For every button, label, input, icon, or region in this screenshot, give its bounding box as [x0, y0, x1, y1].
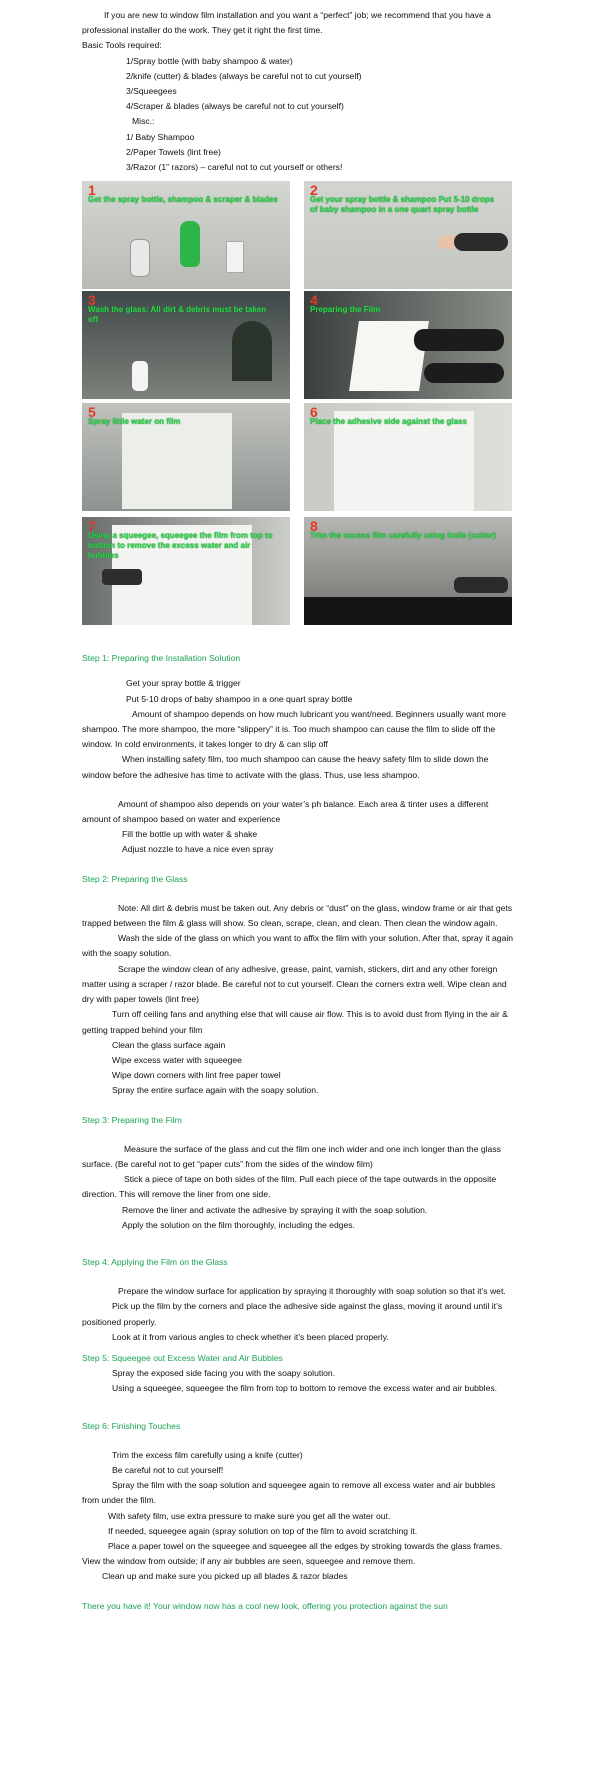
photo-caption: Get the spray bottle, shampoo & scraper & blades	[88, 195, 278, 205]
step-1-line: Put 5-10 drops of baby shampoo in a one quart spray bottle	[126, 693, 353, 704]
step-2-paragraph: Note: All dirt & debris must be taken out. Any debris or “dust” on the glass, window frame or air that gets trapped between the film & glass will show. So clean, scrape, clean, and clean. Then clean the window again.	[82, 902, 513, 929]
misc-item: 2/Paper Towels (lint free)	[126, 146, 221, 157]
photo-grid	[82, 181, 514, 629]
step-6-line: With safety film, use extra pressure to make sure you get all the water out.	[108, 1510, 391, 1521]
step-5-section	[82, 1351, 514, 1397]
photo-caption: Preparing the Film	[310, 305, 381, 315]
photo-caption: Place the adhesive side against the glass	[310, 417, 467, 427]
photo-2	[304, 181, 512, 289]
closing-line: There you have it! Your window now has a cool new look, offering you protection against the sun	[82, 1600, 448, 1611]
misc-item: 3/Razor (1” razors) – careful not to cut yourself or others!	[126, 162, 343, 173]
step-1-heading: Step 1: Preparing the Installation Solution	[82, 653, 241, 664]
step-2-section	[82, 872, 514, 1099]
tool-item: 2/knife (cutter) & blades (always be careful not to cut yourself)	[126, 70, 362, 81]
tool-item: 4/Scraper & blades (always be careful not to cut yourself)	[126, 101, 344, 112]
step-3-line: Remove the liner and activate the adhesive by spraying it with the soap solution.	[122, 1204, 428, 1215]
photo-1	[82, 181, 290, 289]
step-3-heading: Step 3: Preparing the Film	[82, 1114, 182, 1125]
photo-number: 4	[310, 292, 318, 309]
tools-heading: Basic Tools required:	[82, 40, 162, 51]
photo-7	[82, 517, 290, 625]
misc-item: 1/ Baby Shampoo	[126, 131, 195, 142]
step-2-line: Clean the glass surface again	[112, 1039, 226, 1050]
tree-illustration	[232, 321, 272, 381]
photo-number: 5	[88, 404, 96, 421]
document	[82, 0, 514, 1614]
photo-caption: Using a squeegee, squeegee the film from top to bottom to remove the excess water and air bubbles	[88, 531, 273, 561]
photo-caption: Spray little water on film	[88, 417, 181, 427]
step-2-line: Spray the entire surface again with the soapy solution.	[112, 1085, 319, 1096]
step-4-section	[82, 1255, 514, 1345]
knife-hand-illustration	[454, 577, 508, 593]
step-1-line: Adjust nozzle to have a nice even spray	[122, 844, 274, 855]
window-frame-illustration	[304, 597, 512, 625]
step-4-line: Look at it from various angles to check whether it’s been placed properly.	[112, 1331, 389, 1342]
step-6-paragraph: Place a paper towel on the squeegee and squeegee all the edges by stroking towards the glass frames. View the window from outside; if any air bubbles are seen, squeegee and remove them.	[82, 1540, 503, 1567]
step-6-heading: Step 6: Finishing Touches	[82, 1420, 181, 1431]
step-3-section	[82, 1113, 514, 1233]
step-6-line: Be careful not to cut yourself!	[112, 1464, 224, 1475]
step-1-paragraph: When installing safety film, too much shampoo can cause the heavy safety film to slide down the window before the adhesive has time to activate with the glass. Thus, use less shampoo.	[82, 754, 489, 780]
step-5-line: Spray the exposed side facing you with the soapy solution.	[112, 1368, 336, 1379]
step-1-line: Fill the bottle up with water & shake	[122, 829, 258, 840]
intro-paragraph: If you are new to window film installation and you want a “perfect” job; we recommend that you have a professional installer do the work. They get it right the first time.	[82, 10, 491, 36]
intro	[82, 0, 514, 175]
photo-caption: Wash the glass: All dirt & debris must be taken off	[88, 305, 267, 325]
arm-illustration	[414, 329, 504, 351]
step-2-paragraph: Turn off ceiling fans and anything else that will cause air flow. This is to avoid dust from flying in the air & getting trapped behind your film	[82, 1009, 508, 1035]
shampoo-bottle-illustration	[180, 221, 200, 267]
step-4-heading: Step 4: Applying the Film on the Glass	[82, 1256, 228, 1267]
photo-number: 7	[88, 518, 96, 535]
step-6-line: Trim the excess film carefully using a knife (cutter)	[112, 1449, 303, 1460]
step-2-line: Wipe down corners with lint free paper towel	[112, 1070, 281, 1081]
photo-8	[304, 517, 512, 625]
tool-item: 3/Squeegees	[126, 86, 177, 97]
photo-number: 8	[310, 518, 318, 535]
photo-4	[304, 291, 512, 399]
photo-5	[82, 403, 290, 511]
step-1-paragraph: Amount of shampoo depends on how much lubricant you want/need. Beginners usually want more shampoo. The more shampoo, the more “slippery” it is. Too much shampoo can cause the film to slide off the window. In cold environments, it takes longer to dry & can slip off	[82, 708, 507, 750]
step-4-paragraph: Prepare the window surface for application by spraying it thoroughly with soap solution so that it’s wet.	[118, 1286, 506, 1297]
film-sheet-illustration	[122, 413, 232, 509]
step-3-paragraph: Measure the surface of the glass and cut the film one inch wider and one inch longer than the glass surface. (Be careful not to get “paper cuts” from the sides of the window film)	[82, 1143, 501, 1169]
step-2-paragraph: Wash the side of the glass on which you want to affix the film with your solution. After that, spray it again with the soapy solution.	[82, 933, 514, 959]
step-1-section	[82, 651, 514, 857]
step-6-line: If needed, squeegee again (spray solution on top of the film to avoid scratching it.	[108, 1525, 418, 1536]
step-2-heading: Step 2: Preparing the Glass	[82, 873, 188, 884]
photo-3	[82, 291, 290, 399]
blade-box-illustration	[226, 241, 244, 273]
arm-illustration	[424, 363, 504, 383]
step-3-line: Apply the solution on the film thoroughly, including the edges.	[122, 1219, 355, 1230]
step-6-line: Clean up and make sure you picked up all blades & razor blades	[102, 1571, 348, 1582]
tool-item: 1/Spray bottle (with baby shampoo & water)	[126, 55, 293, 66]
photo-6	[304, 403, 512, 511]
step-4-paragraph: Pick up the film by the corners and place the adhesive side against the glass, moving it around until it’s positioned properly.	[82, 1301, 503, 1327]
step-1-line: Get your spray bottle & trigger	[126, 678, 241, 689]
photo-caption: Trim the excess film carefully using knife (cutter)	[310, 531, 496, 541]
sleeve-illustration	[454, 233, 508, 251]
step-6-section	[82, 1419, 514, 1585]
step-1-paragraph: Amount of shampoo also depends on your water’s ph balance. Each area & tinter uses a different amount of shampoo based on water and experience	[82, 798, 489, 825]
step-2-line: Wipe excess water with squeegee	[112, 1054, 242, 1065]
spray-bottle-illustration	[132, 361, 148, 391]
photo-caption: Get your spray bottle & shampoo Put 5-10 drops of baby shampoo in a one quart spray bottle	[310, 195, 495, 215]
step-3-paragraph: Stick a piece of tape on both sides of the film. Pull each piece of the tape outwards in the opposite direction. This will remove the liner from one side.	[82, 1174, 497, 1200]
photo-number: 6	[310, 404, 318, 421]
photo-number: 1	[88, 182, 96, 199]
step-5-paragraph: Using a squeegee, squeegee the film from top to bottom to remove the excess water and air bubbles.	[112, 1383, 498, 1394]
misc-heading: Misc.:	[132, 116, 155, 127]
photo-number: 3	[88, 292, 96, 309]
step-6-paragraph: Spray the film with the soap solution and squeegee again to remove all excess water and air bubbles from under the film.	[82, 1480, 496, 1506]
spray-bottle-illustration	[130, 239, 150, 277]
photo-number: 2	[310, 182, 318, 199]
step-5-heading: Step 5: Squeegee out Excess Water and Air Bubbles	[82, 1352, 283, 1363]
squeegee-illustration	[102, 569, 142, 585]
step-2-paragraph: Scrape the window clean of any adhesive, grease, paint, varnish, stickers, dirt and any other foreign matter using a scraper / razor blade. Be careful not to cut yourself. Clean the corners extra well. Wipe clean and dry with paper towels (lint free)	[82, 963, 507, 1005]
